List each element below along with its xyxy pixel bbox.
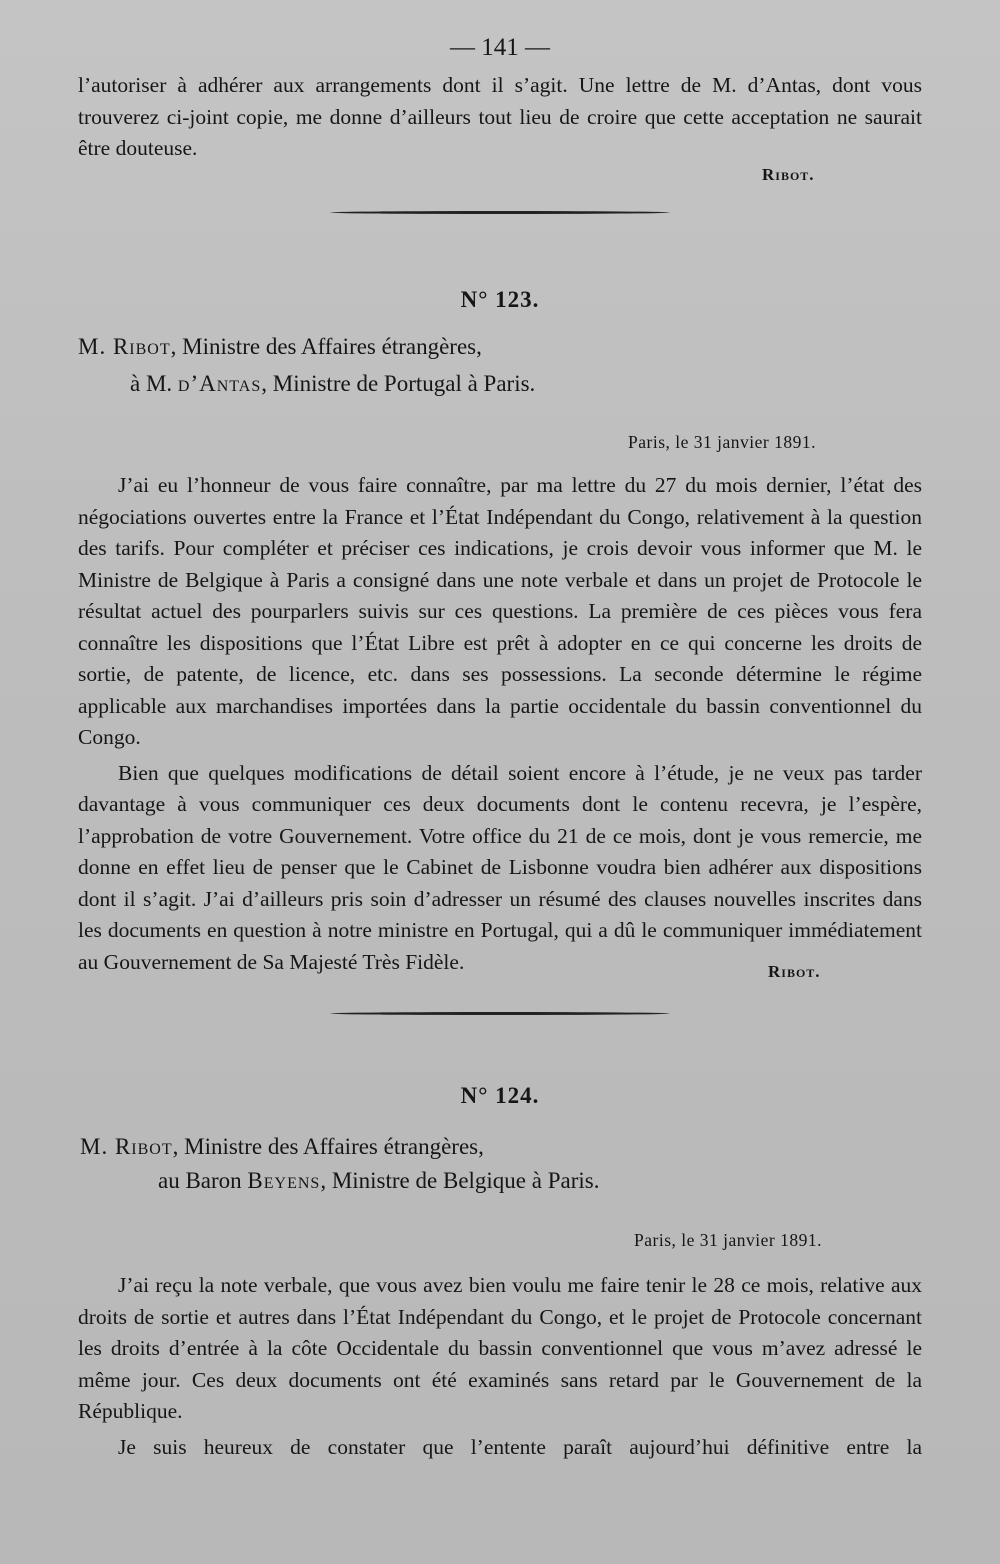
date-line-123: Paris, le 31 janvier 1891. [628, 432, 816, 452]
signature-ribot-2: Ribot. [768, 962, 821, 981]
recipient-heading-124 [158, 1168, 599, 1194]
date-line-124: Paris, le 31 janvier 1891. [634, 1230, 822, 1250]
sender-name: M. Ribot [80, 1134, 173, 1159]
recipient-prefix: à M. [130, 371, 178, 396]
section-divider [330, 1012, 670, 1015]
sender-name: M. Ribot [78, 334, 171, 359]
paragraph: J’ai reçu la note verbale, que vous avez bien voulu me faire tenir le 28 ce mois, relative aux droits de sortie et autres dans l’État Indépendant du Congo, et le projet de Protocole concernant les droits d’entrée à la côte Occidentale du bassin conventionnel que vous m’avez adressé le même jour. Ces deux documents ont été examinés sans retard par le Gouvernement de la République. [78, 1273, 922, 1423]
recipient-prefix: au Baron [158, 1168, 248, 1193]
paragraph: Je suis heureux de constater que l’entente paraît aujourd’hui définitive entre la [118, 1434, 922, 1459]
letter-body-124 [78, 1270, 922, 1463]
sender-title: , Ministre des Affaires étrangères, [172, 1134, 484, 1159]
recipient-name: Beyens [247, 1168, 321, 1193]
paragraph: J’ai eu l’honneur de vous faire connaître, par ma lettre du 27 du mois dernier, l’état des négociations ouvertes entre la France et l’État Indépendant du Congo, relativement à la question des tarifs. Pour compléter et préciser ces indications, je crois devoir vous informer que M. le Ministre de Belgique à Paris a consigné dans une note verbale et dans un projet de Protocole le résultat actuel des pourparlers suivis sur ces questions. La première de ces pièces vous fera connaître les dispositions que l’État Libre est prêt à adopter en ce qui concerne les droits de sortie, de patente, de licence, etc. dans ses possessions. La seconde détermine le régime applicable aux marchandises importées dans la partie occidentale du bassin conventionnel du Congo. [78, 473, 922, 749]
page-number: — 141 — [450, 34, 550, 61]
recipient-name: d’Antas [177, 371, 262, 396]
continuation-paragraph: l’autoriser à adhérer aux arrangements dont il s’agit. Une lettre de M. d’Antas, dont vous trouverez ci-joint copie, me donne d’ailleurs tout lieu de croire que cette acceptation ne saurait être douteuse. [78, 73, 922, 160]
section-divider [330, 211, 670, 214]
letter-body-123 [78, 470, 922, 978]
sender-heading-124 [80, 1134, 484, 1160]
signature-ribot-1: Ribot. [762, 165, 815, 184]
recipient-title: , Ministre de Portugal à Paris. [261, 371, 536, 396]
paragraph: Bien que quelques modifications de détail soient encore à l’étude, je ne veux pas tarder davantage à vous communiquer ces deux documents dont le contenu recevra, je l’espère, l’approbation de votre Gouvernement. Votre office du 21 de ce mois, dont je vous remercie, me donne en effet lieu de penser que le Cabinet de Lisbonne voudra bien adhérer aux dispositions dont il s’agit. J’ai d’ailleurs pris soin d’adresser un résumé des clauses nouvelles inscrites dans les documents en question à notre ministre en Portugal, qui a dû le communiquer immédiatement au Gouvernement de Sa Majesté Très Fidèle. [78, 760, 922, 974]
recipient-title: , Ministre de Belgique à Paris. [320, 1168, 600, 1193]
recipient-heading-123 [130, 371, 535, 397]
document-number-123: N° 123. [460, 287, 540, 312]
sender-heading-123 [78, 334, 482, 360]
sender-title: , Ministre des Affaires étrangères, [170, 334, 482, 359]
document-number-124: N° 124. [460, 1083, 540, 1108]
